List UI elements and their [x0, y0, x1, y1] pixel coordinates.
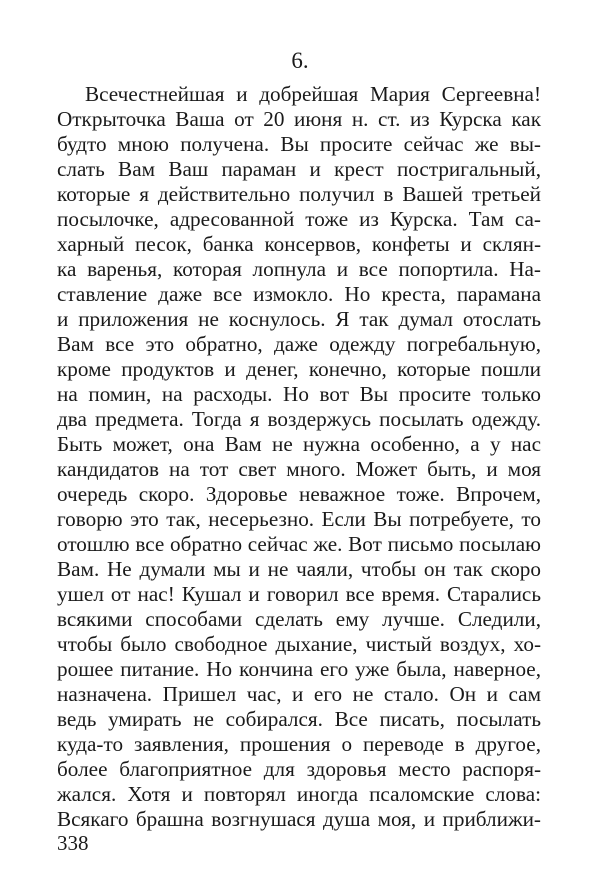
text-line: Всякаго брашна возгнушася душа моя, и приближи-: [57, 807, 541, 831]
text-line: которые я действительно получил в Вашей третьей: [57, 182, 541, 206]
letter-body: [57, 82, 541, 832]
letter-number-heading: 6.: [291, 48, 309, 73]
text-line: ведь умирать не собирался. Все писать, посылать: [57, 707, 541, 731]
text-line: назначена. Пришел час, и его не стало. Он и сам: [57, 682, 541, 706]
text-line: Быть может, она Вам не нужна особенно, а у нас: [57, 432, 541, 456]
text-line: на помин, на расходы. Но вот Вы просите только: [57, 382, 541, 406]
text-line: Вам. Не думали мы и не чаяли, чтобы он так скоро: [57, 557, 541, 581]
text-line: посылочке, адресованной тоже из Курска. Там са-: [57, 207, 541, 231]
text-line: харный песок, банка консервов, конфеты и склян-: [57, 232, 541, 256]
text-line: ка варенья, которая лопнула и все попортила. На-: [57, 257, 541, 281]
text-line: очередь скоро. Здоровье неважное тоже. Впрочем,: [57, 482, 541, 506]
text-line: говорю это так, несерьезно. Если Вы потребуете, то: [57, 507, 541, 531]
text-line: чтобы было свободное дыхание, чистый воздух, хо-: [57, 632, 541, 656]
text-line: кандидатов на тот свет много. Может быть, и моя: [57, 457, 541, 481]
text-line: два предмета. Тогда я воздержусь посылать одежду.: [57, 407, 541, 431]
text-line: ушел от нас! Кушал и говорил все время. Старались: [57, 582, 541, 606]
text-line: жался. Хотя и повторял иногда псаломские слова:: [57, 782, 541, 806]
text-line: отошлю все обратно сейчас же. Вот письмо посылаю: [57, 532, 541, 556]
text-line: и приложения не коснулось. Я так думал отослать: [57, 307, 541, 331]
page-number: 338: [57, 831, 89, 855]
text-line: будто мною получена. Вы просите сейчас же вы-: [57, 132, 541, 156]
text-line: рошее питание. Но кончина его уже была, наверное,: [57, 657, 541, 681]
text-line: Вам все это обратно, даже одежду погребальную,: [57, 332, 541, 356]
text-line: всякими способами сделать ему лучше. Следили,: [57, 607, 541, 631]
text-line: кроме продуктов и денег, конечно, которые пошли: [57, 357, 541, 381]
text-line: куда-то заявления, прошения о переводе в другое,: [57, 732, 541, 756]
text-line: ставление даже все измокло. Но креста, парамана: [57, 282, 541, 306]
text-line: Открыточка Ваша от 20 июня н. ст. из Курска как: [57, 107, 541, 131]
text-line: более благоприятное для здоровья место распоря-: [57, 757, 541, 781]
text-line: Всечестнейшая и добрейшая Мария Сергеевна!: [85, 82, 541, 106]
text-line: слать Вам Ваш параман и крест постригальный,: [57, 157, 541, 181]
